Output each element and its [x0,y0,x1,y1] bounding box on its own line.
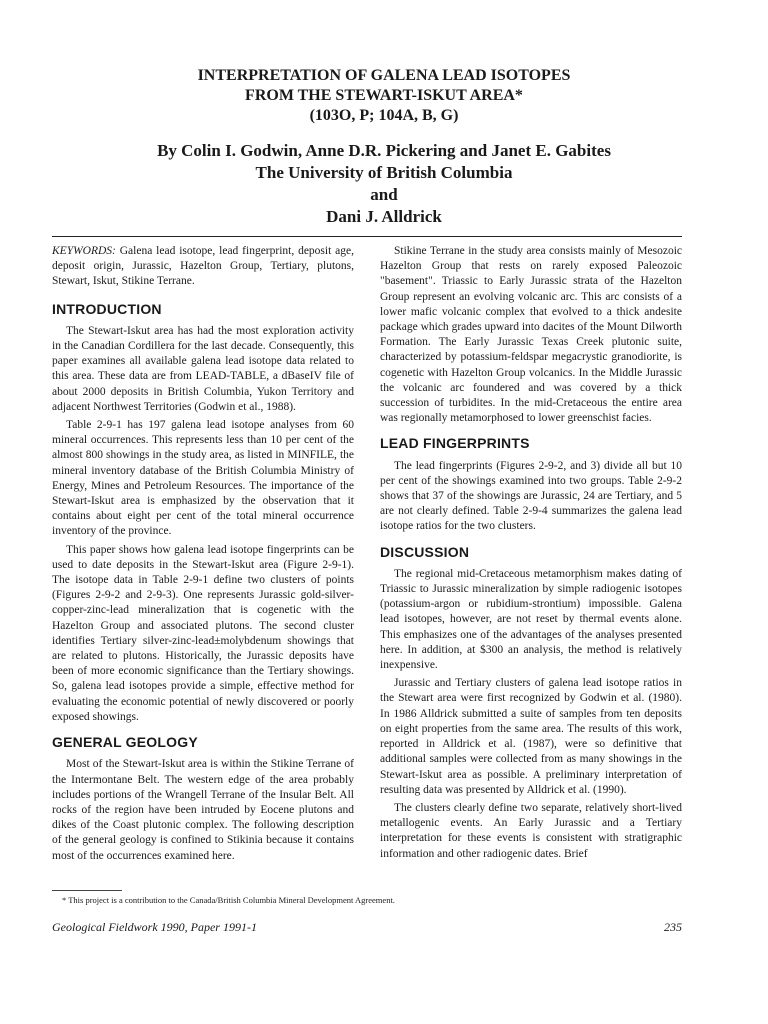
authors: By Colin I. Godwin, Anne D.R. Pickering and Janet E. Gabites [157,141,611,160]
footnote: * This project is a contribution to the Canada/British Columbia Mineral Development Agreement. [62,895,395,905]
right-column [380,244,682,862]
intro-paragraph-2: Table 2-9-1 has 197 galena lead isotope analyses from 60 mineral occurrences. This represents less than 10 per cent of the almost 800 showings in the study area, as listed in MINFILE, the mineral inventory database of the British Columbia Ministry of Energy, Mines and Petroleum Resources. The importance of the Stewart-Iskut area is emphasized by the observation that it contains about eight per cent of the total mineral occurrence inventory of the province. [52,419,354,538]
heading-discussion: DISCUSSION [380,543,470,560]
page-number: 235 [664,920,682,934]
keywords-text: Galena lead isotope, lead fingerprint, deposit age, deposit origin, Jurassic, Hazelton Group, Tertiary, plutons, Stewart, Iskut, Stikine Terrane. [52,245,354,288]
geology-paragraph-2: Stikine Terrane in the study area consists mainly of Mesozoic Hazelton Group that rests on rarely exposed Paleozoic "basement". Triassic to Early Jurassic strata of the Hazelton Group represent an evolving volcanic arc. This arc consists of a lower mafic volcanic complex that evolved to a thick andesite package which grades upward into dacites of the Mount Dilworth Formation. The Early Jurassic Texas Creek plutonic suite, characterized by potassium-feldspar megacrystic granodiorite, is cogenetic with Hazelton Group volcanics. In the Middle Jurassic the volcanic arc foundered and was covered by a thick succession of turbidites. In the mid-Cretaceous the entire area was regionally metamorphosed to lower greenschist facies. [380,245,682,425]
left-column [52,244,354,864]
heading-general-geology: GENERAL GEOLOGY [52,734,198,751]
keywords-label: KEYWORDS: [52,245,116,257]
title-line-1: INTERPRETATION OF GALENA LEAD ISOTOPES [197,67,571,84]
intro-paragraph-1: The Stewart-Iskut area has had the most exploration activity in the Canadian Cordillera for the last decade. Consequently, this paper examines all available galena lead isotope data related to this area. These data are from LEAD-TABLE, a dBaseIV file of about 2000 deposits in British Columbia, Yukon Territory and adjacent Northwest Territories (Godwin et al., 1988). [52,324,354,413]
discussion-paragraph-2: Jurassic and Tertiary clusters of galena lead isotope ratios in the Stewart area were first recognized by Godwin et al. (1980). In 1986 Alldrick submitted a suite of samples from ten deposits on eight properties from the same area. The results of this work, reported in Alldrick et al. (1987), were so definitive that additional samples were collected from as many showings in the Stewart-Iskut area as possible. A preliminary interpretation of resulting data was presented by Alldrick et al. (1990). [380,677,682,796]
title-line-2: FROM THE STEWART-ISKUT AREA* [245,87,523,104]
geology-paragraph-1: Most of the Stewart-Iskut area is within the Stikine Terrane of the Intermontane Belt. The western edge of the area probably includes portions of the Wrangell Terrane of the Insular Belt. All rocks of the region have been intruded by Eocene plutons and dikes of the Coast plutonic complex. The following description of the general geology is confined to Stikinia because it contains most of the occurrences examined here. [52,758,354,862]
heading-introduction: INTRODUCTION [52,300,162,317]
heading-lead-fingerprints: LEAD FINGERPRINTS [380,435,530,452]
intro-paragraph-3: This paper shows how galena lead isotope fingerprints can be used to date deposits in the Stewart-Iskut area (Figure 2-9-1). The isotope data in Table 2-9-1 define two clusters of points (Figures 2-9-2 and 2-9-3). One represents Jurassic gold-silver-copper-zinc-lead mineralization that is cogenetic with the Hazelton Group and associated plutons. The second cluster identifies Tertiary silver-zinc-lead±molybdenum showings that are related to plutons. Historically, the Jurassic deposits have been of more economic significance than the Tertiary showings. So, galena lead isotopes provide a simple, effective method for evaluating the economic potential of newly discovered or poorly exposed showings. [52,543,354,723]
keywords [52,244,354,290]
discussion-paragraph-1: The regional mid-Cretaceous metamorphism makes dating of Triassic to Jurassic mineralization by simple radiogenic isotopes (potassium-argon or rubidium-strontium) impossible. Galena lead isotopes, however, are not reset by thermal events alone. This emphasizes one of the advantages of the analyses presented here. In addition, at $300 an analysis, the method is relatively inexpensive. [380,567,682,672]
article-header [40,66,728,228]
affiliation: The University of British Columbia [255,163,513,182]
lead-paragraph-1: The lead fingerprints (Figures 2-9-2, and 3) divide all but 10 per cent of the showings examined into two groups. Table 2-9-2 shows that 37 of the showings are Jurassic, 24 are Tertiary, and 5 are not clearly defined. Table 2-9-4 summarizes the galena lead isotope ratios for the two clusters. [380,459,682,533]
footnote-rule [52,890,122,891]
and-connector: and [370,185,398,204]
header-rule [52,236,682,237]
title-line-3: (103O, P; 104A, B, G) [309,107,459,124]
publication-footer: Geological Fieldwork 1990, Paper 1991-1 [52,920,257,934]
discussion-paragraph-3: The clusters clearly define two separate, relatively short-lived metallogenic events. An Early Jurassic and a Tertiary interpretation for these events is consistent with stratigraphic information and other radiogenic dates. Brief [380,801,682,860]
author-2: Dani J. Alldrick [326,207,442,226]
